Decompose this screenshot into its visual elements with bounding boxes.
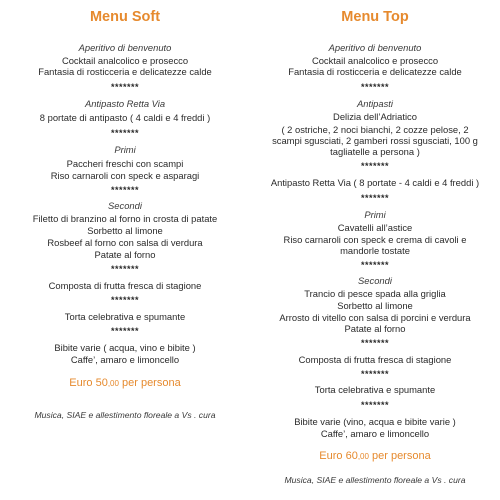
menu-item: Patate al forno <box>344 323 406 334</box>
menu-item: Composta di frutta fresca di stagione <box>48 280 202 291</box>
price-decimals: ,00 <box>357 452 369 461</box>
separator: ******* <box>360 193 390 203</box>
separator: ******* <box>110 128 140 138</box>
menu-item: Composta di frutta fresca di stagione <box>298 354 452 365</box>
price-decimals: ,00 <box>107 379 119 388</box>
menu-item: mandorle tostate <box>340 245 410 256</box>
menu-item: Rosbeef al forno con salsa di verdura <box>47 237 203 248</box>
separator: ******* <box>360 82 390 92</box>
course-heading: Antipasto Retta Via <box>84 98 166 109</box>
menu-top-column <box>250 0 500 500</box>
menu-item: Bibite varie (vino, acqua e bibite varie ) <box>294 416 456 427</box>
price-unit: per persona <box>368 450 431 462</box>
course-heading: Aperitivo di benvenuto <box>78 42 172 53</box>
course-heading: Primi <box>114 144 136 155</box>
course-heading: Secondi <box>358 275 392 286</box>
menu-soft-price <box>0 377 250 389</box>
menu-item: Sorbetto al limone <box>337 300 413 311</box>
menu-item: Arrosto di vitello con salsa di porcini e verdura <box>279 312 471 323</box>
separator: ******* <box>360 400 390 410</box>
menu-item: Filetto di branzino al forno in crosta di patate <box>32 213 218 224</box>
menu-soft-footer: Musica, SIAE e allestimento floreale a Vs . cura <box>34 410 216 420</box>
course-heading: Aperitivo di benvenuto <box>328 42 422 53</box>
menu-item: Torta celebrativa e spumante <box>314 384 436 395</box>
separator: ******* <box>360 161 390 171</box>
course-heading: Secondi <box>108 200 142 211</box>
menu-item: Torta celebrativa e spumante <box>64 311 186 322</box>
menu-item: Cocktail analcolico e prosecco <box>311 55 439 66</box>
menu-item: Caffe’, amaro e limoncello <box>70 354 180 365</box>
menu-item: Fantasia di rosticceria e delicatezze calde <box>288 66 462 77</box>
price-amount: Euro 50 <box>69 377 108 389</box>
separator: ******* <box>110 264 140 274</box>
menu-item: Riso carnaroli con speck e asparagi <box>50 170 200 181</box>
menu-item: Caffe’, amaro e limoncello <box>320 428 430 439</box>
menu-item: Cocktail analcolico e prosecco <box>61 55 189 66</box>
menu-item: Sorbetto al limone <box>87 225 163 236</box>
menu-top-price <box>250 450 500 462</box>
menu-item: Riso carnaroli con speck e crema di cavoli e <box>283 234 467 245</box>
course-heading: Antipasti <box>357 98 393 109</box>
menu-top-title: Menu Top <box>341 9 409 25</box>
menu-item: Bibite varie ( acqua, vino e bibite ) <box>54 342 196 353</box>
menu-item: Paccheri freschi con scampi <box>66 158 184 169</box>
menu-item: Fantasia di rosticceria e delicatezze calde <box>38 66 212 77</box>
separator: ******* <box>110 295 140 305</box>
menu-item: 8 portate di antipasto ( 4 caldi e 4 freddi ) <box>39 112 211 123</box>
menu-soft-title: Menu Soft <box>89 9 161 25</box>
menu-item: Patate al forno <box>94 249 156 260</box>
price-unit: per persona <box>118 377 181 389</box>
menu-item: Delizia dell’Adriatico <box>333 111 417 122</box>
menu-item: ( 2 ostriche, 2 noci bianchi, 2 cozze pelose, 2 <box>281 124 469 135</box>
separator: ******* <box>360 260 390 270</box>
separator: ******* <box>110 185 140 195</box>
separator: ******* <box>360 338 390 348</box>
menu-item: scampi sgusciati, 2 gamberi rossi sgusciati, 100 g <box>272 135 478 146</box>
menu-item: Antipasto Retta Via ( 8 portate - 4 caldi e 4 freddi ) <box>270 177 480 188</box>
menu-top-footer: Musica, SIAE e allestimento floreale a Vs . cura <box>284 475 466 485</box>
separator: ******* <box>110 326 140 336</box>
separator: ******* <box>110 82 140 92</box>
menu-item: tagliatelle a persona ) <box>330 146 420 157</box>
separator: ******* <box>360 369 390 379</box>
menu-item: Trancio di pesce spada alla griglia <box>304 288 446 299</box>
course-heading: Primi <box>364 209 386 220</box>
price-amount: Euro 60 <box>319 450 358 462</box>
menu-item: Cavatelli all’astice <box>337 222 413 233</box>
